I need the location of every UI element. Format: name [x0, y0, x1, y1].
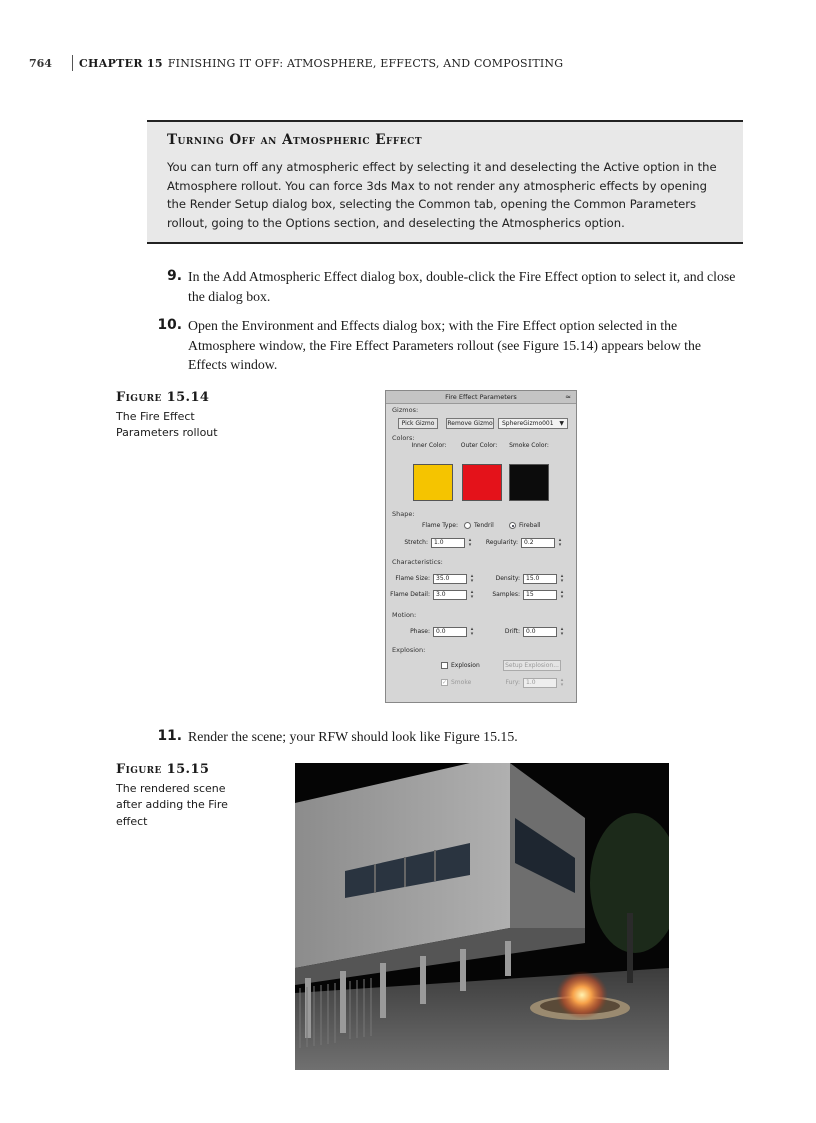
fury-spinner-icon[interactable]: ▴ ▾ — [560, 677, 564, 688]
step-number: 10. — [157, 317, 182, 333]
stretch-spinner-icon[interactable]: ▴ ▾ — [468, 537, 472, 548]
sidebar-title: Turning Off an Atmospheric Effect — [167, 132, 423, 148]
gizmo-dropdown[interactable] — [498, 418, 568, 429]
density-spinner-icon[interactable]: ▴ ▾ — [560, 573, 564, 584]
fire-effect — [556, 971, 608, 1019]
step-text: Open the Environment and Effects dialog box; with the Fire Effect option selected in the Atmosphere window, the Fire Effect Parameters rollout (see Figure 15.14) appears below the Effects window. — [188, 318, 702, 372]
step-text: In the Add Atmospheric Effect dialog box, double-click the Fire Effect option to select it, and close the dialog box. — [188, 269, 736, 304]
smoke-color-swatch[interactable] — [509, 464, 549, 501]
explosion-checkbox[interactable] — [441, 662, 448, 669]
remove-gizmo-button[interactable]: Remove Gizmo — [447, 420, 493, 427]
flame-size-spinner-icon[interactable]: ▴ ▾ — [470, 573, 474, 584]
tendril-label: Tendril — [474, 522, 494, 529]
fireball-label: Fireball — [519, 522, 541, 529]
explosion-checkbox-label: Explosion — [451, 662, 480, 669]
smoke-color-label: Smoke Color: — [509, 442, 549, 449]
stretch-label: Stretch: — [404, 539, 428, 546]
phase-label: Phase: — [410, 628, 430, 635]
sidebar-note — [147, 120, 743, 244]
flame-detail-label: Flame Detail: — [390, 591, 430, 598]
flame-size-field[interactable]: 35.0 — [433, 574, 467, 584]
samples-field[interactable]: 15 — [523, 590, 557, 600]
figure-label: Figure 15.15 — [116, 762, 210, 777]
outer-color-swatch[interactable] — [462, 464, 502, 501]
fury-label: Fury: — [505, 679, 520, 686]
outer-color-label: Outer Color: — [460, 442, 498, 449]
step-number: 9. — [167, 268, 182, 284]
regularity-spinner-icon[interactable]: ▴ ▾ — [558, 537, 562, 548]
inner-color-label: Inner Color: — [411, 442, 447, 449]
samples-label: Samples: — [492, 591, 520, 598]
figure-caption-text: The rendered scene after adding the Fire effect — [116, 781, 228, 828]
colors-group-label: Colors: — [392, 434, 415, 442]
inner-color-swatch[interactable] — [413, 464, 453, 501]
density-label: Density: — [495, 575, 520, 582]
regularity-field[interactable]: 0.2 — [521, 538, 555, 548]
rollout-titlebar[interactable] — [386, 391, 576, 404]
characteristics-group-label: Characteristics: — [392, 558, 443, 566]
figure-caption-15-15 — [116, 762, 246, 830]
drift-spinner-icon[interactable]: ▴ ▾ — [560, 626, 564, 637]
step-number: 11. — [157, 728, 182, 744]
flame-detail-spinner-icon[interactable]: ▴ ▾ — [470, 589, 474, 600]
explosion-group-label: Explosion: — [392, 646, 426, 654]
motion-group-label: Motion: — [392, 611, 417, 619]
step-11 — [150, 727, 740, 747]
figure-label: Figure 15.14 — [116, 390, 210, 405]
collapse-icon[interactable]: ≈ — [565, 393, 571, 401]
chapter-label: CHAPTER 15 — [79, 56, 163, 70]
running-head-divider — [72, 55, 73, 71]
pick-gizmo-button[interactable]: Pick Gizmo — [398, 418, 438, 429]
drift-label: Drift: — [504, 628, 520, 635]
flame-size-label: Flame Size: — [395, 575, 430, 582]
figure-caption-text: The Fire Effect Parameters rollout — [116, 409, 218, 439]
density-field[interactable]: 15.0 — [523, 574, 557, 584]
rollout-title: Fire Effect Parameters — [445, 393, 517, 401]
step-10 — [150, 316, 740, 375]
page-number: 764 — [29, 56, 52, 70]
flame-type-label: Flame Type: — [421, 522, 458, 529]
fire-effect-parameters-rollout — [385, 390, 577, 703]
fury-field[interactable]: 1.0 — [523, 678, 557, 688]
step-9 — [150, 267, 740, 306]
setup-explosion-button[interactable]: Setup Explosion... — [503, 660, 561, 671]
fireball-radio[interactable] — [509, 522, 516, 529]
sidebar-body: You can turn off any atmospheric effect by selecting it and deselecting the Active option in the Atmosphere rollout. You can force 3ds Max to not render any atmospheric effects by opening the Render Setup dialog box, selecting the Common tab, opening the Common Parameters rollout, going to the Options section, and deselecting the Atmospherics option. — [167, 160, 717, 230]
rendered-scene-illustration — [295, 763, 669, 1070]
tendril-radio[interactable] — [464, 522, 471, 529]
smoke-checkbox[interactable]: ✓ — [442, 679, 448, 686]
chapter-title: FINISHING IT OFF: ATMOSPHERE, EFFECTS, AND COMPOSITING — [167, 56, 564, 70]
regularity-label: Regularity: — [485, 539, 518, 546]
drift-field[interactable]: 0.0 — [523, 627, 557, 637]
stretch-field[interactable]: 1.0 — [431, 538, 465, 548]
chevron-down-icon: ▼ — [559, 420, 564, 427]
phase-field[interactable]: 0.0 — [433, 627, 467, 637]
samples-spinner-icon[interactable]: ▴ ▾ — [560, 589, 564, 600]
smoke-checkbox-label: Smoke — [451, 679, 472, 686]
flame-detail-field[interactable]: 3.0 — [433, 590, 467, 600]
phase-spinner-icon[interactable]: ▴ ▾ — [470, 626, 474, 637]
shape-group-label: Shape: — [392, 510, 415, 518]
rendered-scene-image — [295, 763, 669, 1070]
step-text: Render the scene; your RFW should look like Figure 15.15. — [188, 729, 518, 744]
gizmos-group-label: Gizmos: — [392, 406, 419, 414]
gizmo-dropdown-value: SphereGizmo001 — [502, 420, 554, 427]
figure-caption-15-14 — [116, 390, 246, 442]
running-head — [29, 55, 563, 71]
